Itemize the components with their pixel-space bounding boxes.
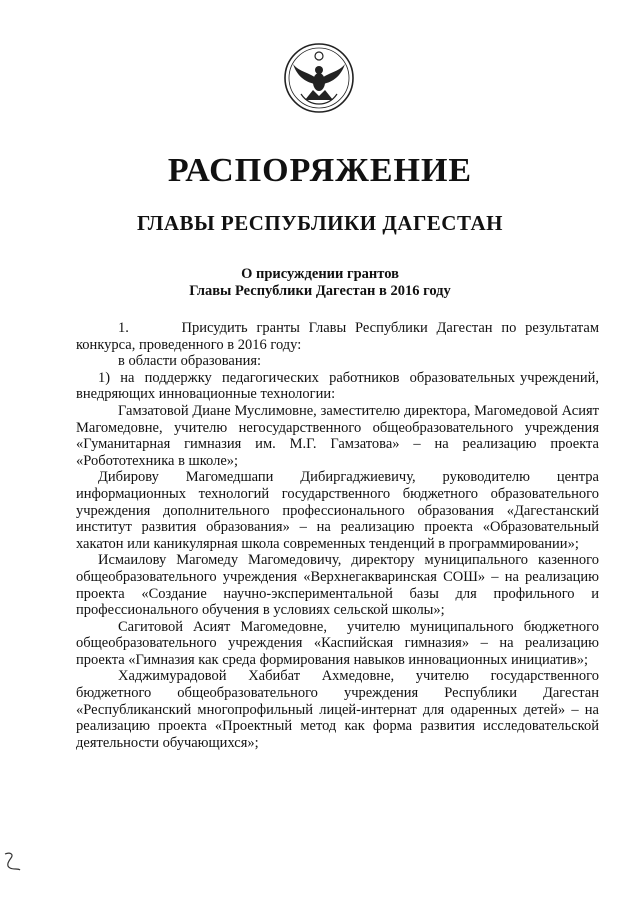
document-subtitle: ГЛАВЫ РЕСПУБЛИКИ ДАГЕСТАН <box>137 211 503 235</box>
paragraph-7: Сагитовой Асият Магомедовне, учителю муниципального бюджетного общеобразовательного учреждения «Каспийская гимназия» – на реализацию проекта «Гимназия как среда формирования навыков инновационных инициатив»; <box>76 618 603 668</box>
paragraph-1: 1. Присудить гранты Главы Республики Дагестан по результатам конкурса, проведенного в 2016 году: <box>76 320 603 353</box>
paragraph-2: в области образования: <box>118 353 262 370</box>
paragraph-3: 1) на поддержку педагогических работников образовательных учреждений, внедряющих инновационные технологии: <box>76 369 603 403</box>
document-body <box>76 320 603 751</box>
document-title: РАСПОРЯЖЕНИЕ <box>167 152 473 189</box>
paragraph-4: Гамзатовой Диане Муслимовне, заместителю директора, Магомедовой Асият Магомедовне, учителю негосударственного общеобразовательного учреждения «Гуманитарная гимназия им. М.Г. Гамзатова» – на реализацию проекта «Робототехника в школе»; <box>76 402 599 469</box>
paragraph-6: Исмаилову Магомеду Магомедовичу, директору муниципального казенного общеобразовательного учреждения «Верхнегакваринская СОШ» – на реализацию проекта «Создание научно-экспериментальной базы для профильного и профессионального обучения в условиях сельской школы»; <box>76 552 599 619</box>
heading-line-2: Главы Республики Дагестан в 2016 году <box>189 283 451 299</box>
document-heading <box>0 266 640 300</box>
paragraph-8: Хаджимурадовой Хабибат Ахмедовне, учителю государственного бюджетного общеобразовательного учреждения Республики Дагестан «Республиканский многопрофильный лицей-интернат для одаренных детей» – на реализацию проекта «Проектный метод как форма развития исследовательской деятельности обучающихся»; <box>76 668 599 751</box>
coat-of-arms-icon <box>283 42 355 114</box>
paragraph-5: Дибирову Магомедшапи Дибиргаджиевичу, руководителю центра информационных технологий государственного бюджетного образовательного учреждения дополнительного профессионального образования «Дагестанский институт развития образования» – на реализацию проекта «Образовательный хакатон или каникулярная школа современных тенденций в программировании»; <box>76 469 599 552</box>
handwritten-mark-icon <box>2 848 24 876</box>
heading-line-1: О присуждении грантов <box>241 266 399 282</box>
